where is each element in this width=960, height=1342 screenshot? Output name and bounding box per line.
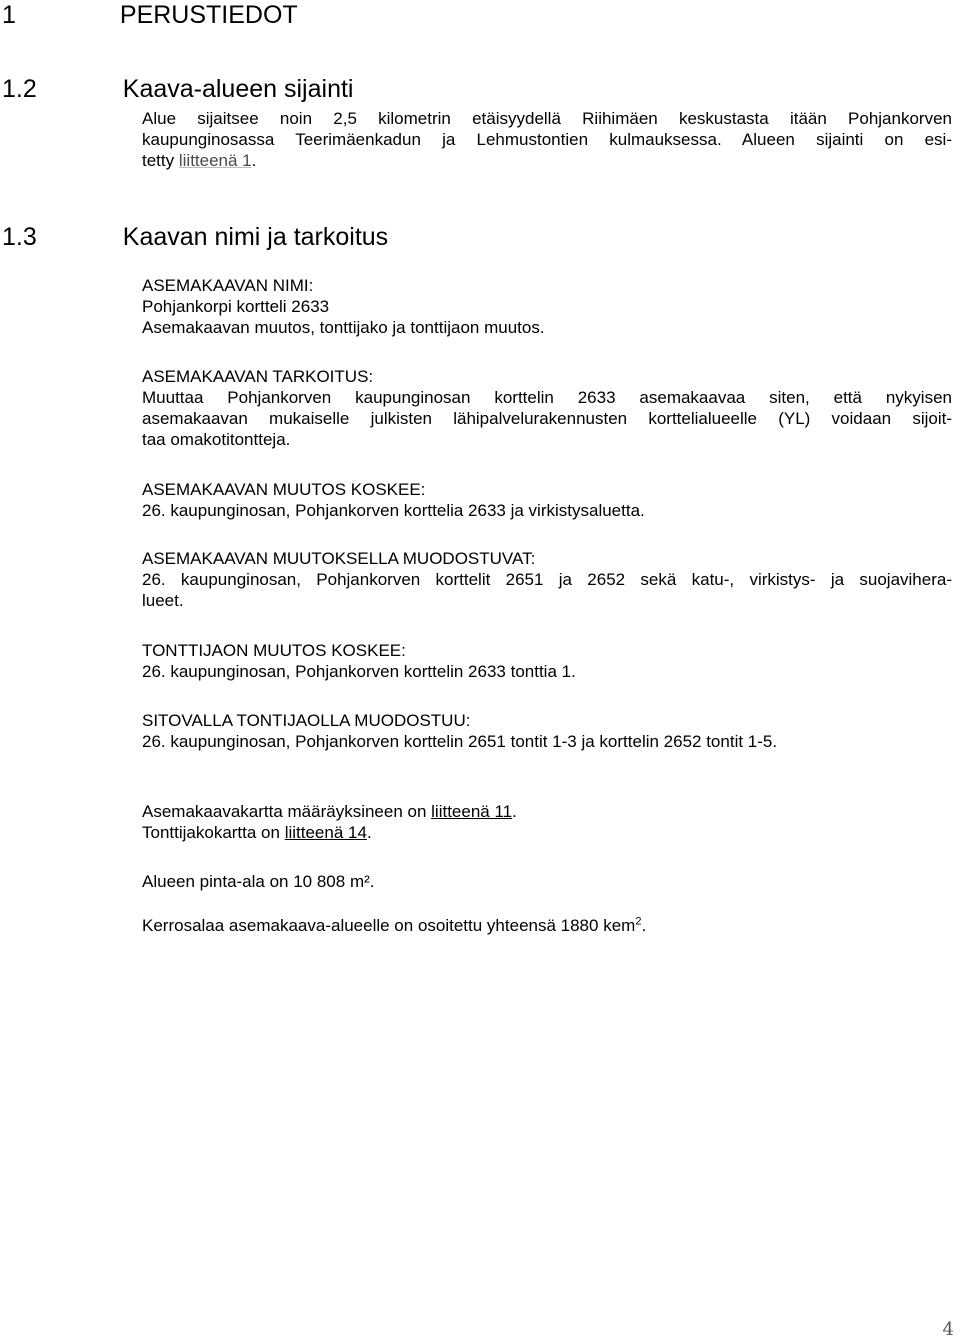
binding-plot-heading: SITOVALLA TONTIJAOLLA MUODOSTUU:: [142, 711, 471, 730]
binding-plot-text: 26. kaupunginosan, Pohjankorven korttelin 2651 tontit 1-3 ja korttelin 2652 tontit 1-5.: [142, 732, 778, 751]
section-1-heading: [2, 0, 298, 30]
attachment-14-link[interactable]: liitteenä 14: [284, 823, 367, 842]
location-paragraph: [142, 108, 952, 171]
binding-plot-block: [142, 710, 952, 752]
attachment-11-link[interactable]: liitteenä 11: [431, 802, 513, 821]
section-title: Kaava-alueen sijainti: [122, 75, 354, 103]
plan-purpose-line-2: asemakaavan mukaiselle julkisten lähipalvelurakennusten korttelialueelle (YL) voidaan sijoit-: [142, 409, 952, 428]
section-number: 1.2: [2, 75, 37, 103]
plan-purpose-line-3: taa omakotitontteja.: [142, 430, 291, 449]
plan-change-block: [142, 479, 952, 521]
floor-area-text: Kerrosalaa asemakaava-alueelle on osoitettu yhteensä 1880 kem$^2$.: [142, 915, 647, 935]
plan-purpose-block: [142, 366, 952, 450]
plot-change-text: 26. kaupunginosan, Pohjankorven korttelin 2633 tonttia 1.: [142, 662, 576, 681]
plan-purpose-line-1: Muuttaa Pohjankorven kaupunginosan korttelin 2633 asemakaavaa siten, että nykyisen: [142, 388, 952, 407]
plan-name-heading: ASEMAKAAVAN NIMI:: [142, 276, 314, 295]
section-1-3-heading: [2, 222, 388, 252]
section-title: Kaavan nimi ja tarkoitus: [122, 223, 389, 251]
page-number: 4: [942, 1319, 954, 1340]
location-line-3: tetty liitteenä 1.: [142, 151, 257, 170]
section-number: 1: [2, 1, 16, 29]
area-paragraph: [142, 871, 952, 892]
plan-purpose-heading: ASEMAKAAVAN TARKOITUS:: [142, 367, 374, 386]
plot-change-block: [142, 640, 952, 682]
plan-map-reference: Asemakaavakartta määräyksineen on liitteenä 11.: [142, 802, 517, 821]
section-number: 1.3: [2, 223, 37, 251]
section-1-2-heading: [2, 74, 353, 104]
map-references-block: [142, 801, 952, 843]
section-title: PERUSTIEDOT: [119, 1, 298, 29]
location-line-1: Alue sijaitsee noin 2,5 kilometrin etäisyydellä Riihimäen keskustasta itään Pohjankorven: [142, 109, 952, 128]
plan-formed-line-2: lueet.: [142, 591, 184, 610]
plan-formed-line-1: 26. kaupunginosan, Pohjankorven korttelit 2651 ja 2652 sekä katu-, virkistys- ja suojavihera-: [142, 570, 952, 589]
attachment-1-link[interactable]: liitteenä 1: [178, 151, 252, 170]
plot-map-reference: Tonttijakokartta on liitteenä 14.: [142, 823, 372, 842]
plan-formed-heading: ASEMAKAAVAN MUUTOKSELLA MUODOSTUVAT:: [142, 549, 536, 568]
location-line-2: kaupunginosassa Teerimäenkadun ja Lehmustontien kulmauksessa. Alueen sijainti on esi-: [142, 130, 952, 149]
plan-formed-block: [142, 548, 952, 611]
plan-name-line-1: Pohjankorpi kortteli 2633: [142, 297, 330, 316]
plan-name-line-2: Asemakaavan muutos, tonttijako ja tonttijaon muutos.: [142, 318, 545, 337]
superscript: 2: [635, 915, 642, 928]
plan-name-block: [142, 275, 952, 338]
area-text: Alueen pinta-ala on 10 808 m².: [142, 872, 375, 891]
plan-change-text: 26. kaupunginosan, Pohjankorven korttelia 2633 ja virkistysaluetta.: [142, 501, 645, 520]
floor-area-paragraph: [142, 915, 952, 936]
plan-change-heading: ASEMAKAAVAN MUUTOS KOSKEE:: [142, 480, 426, 499]
plot-change-heading: TONTTIJAON MUUTOS KOSKEE:: [142, 641, 406, 660]
